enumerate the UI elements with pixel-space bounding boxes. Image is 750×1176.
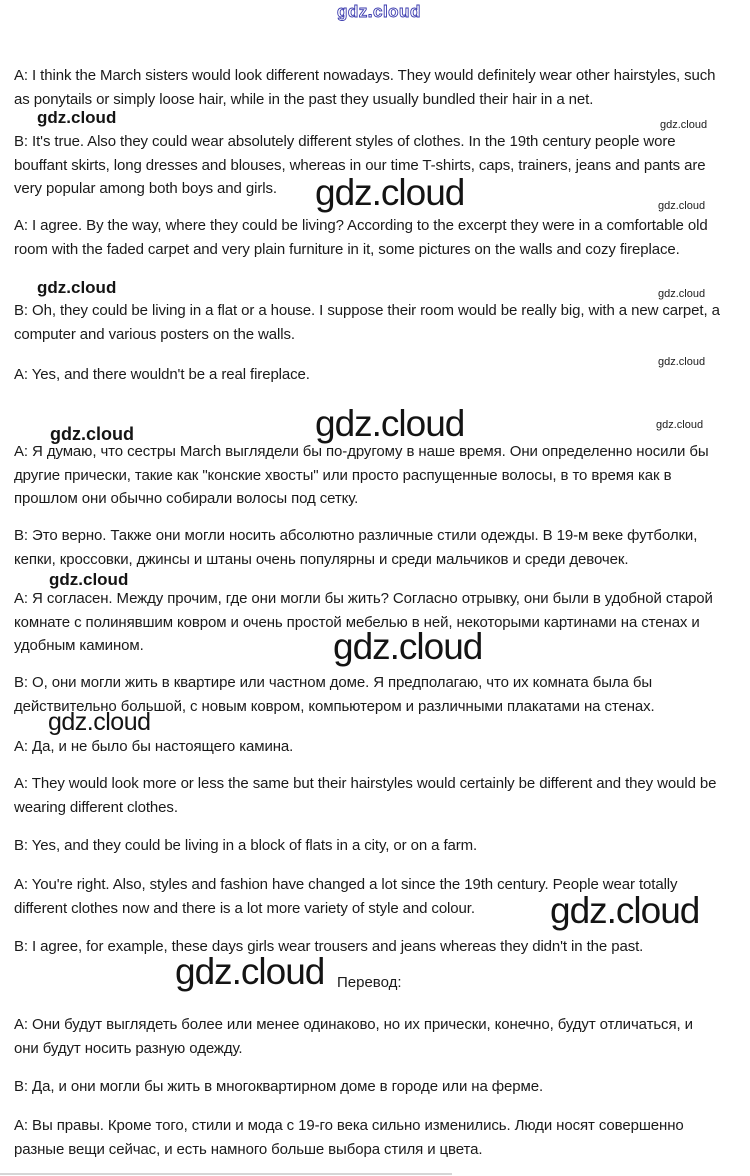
gdz-cloud-watermark: gdz.cloud — [50, 424, 134, 444]
dialogue-paragraph-en-b1: B: It's true. Also they could wear absolutely different styles of clothes. In the 19th century people wore bouffant skirts, long dresses and blouses, whereas in our time T-shirts, caps, trainers, jeans and pants are very popular among both boys and girls. — [14, 133, 706, 197]
dialogue-paragraph-ru-b2: B: О, они могли жить в квартире или частном доме. Я предполагаю, что их комната была бы действительно большой, с новым ковром, компьютером и различными плакатами на стенах. — [14, 674, 655, 715]
gdz-cloud-watermark: gdz.cloud — [37, 108, 117, 127]
dialogue-paragraph-en-b3: B: Yes, and they could be living in a block of flats in a city, or on a farm. — [14, 837, 478, 854]
gdz-cloud-watermark: gdz.cloud — [315, 403, 465, 444]
dialogue-paragraph-ru-a4: A: Они будут выглядеть более или менее одинаково, но их прически, конечно, будут отличаться, и они будут носить разную одежду. — [14, 1016, 693, 1057]
gdz-cloud-watermark: gdz.cloud — [48, 708, 151, 736]
gdz-cloud-watermark-outline: gdz.cloud — [337, 2, 421, 21]
gdz-cloud-watermark: gdz.cloud — [550, 890, 700, 931]
gdz-cloud-watermark: gdz.cloud — [37, 278, 117, 297]
dialogue-paragraph-en-a4: A: They would look more or less the same but their hairstyles would certainly be different and they would be wearing different clothes. — [14, 775, 717, 816]
dialogue-paragraph-ru-a2: A: Я согласен. Между прочим, где они могли бы жить? Согласно отрывку, они были в удобной старой комнате с полинявшим ковром и очень простой мебелью в ней, некоторыми картинами на стенах и удобным камином. — [14, 590, 713, 654]
gdz-cloud-watermark: gdz.cloud — [658, 356, 706, 368]
gdz-cloud-watermark: gdz.cloud — [49, 570, 129, 589]
gdz-cloud-watermark: gdz.cloud — [656, 419, 704, 431]
bottom-divider — [0, 1173, 452, 1175]
gdz-cloud-watermark: gdz.cloud — [660, 119, 708, 131]
dialogue-paragraph-en-b2: B: Oh, they could be living in a flat or a house. I suppose their room would be really big, with a new carpet, a computer and various posters on the walls. — [14, 302, 720, 343]
dialogue-paragraph-ru-a1: A: Я думаю, что сестры March выглядели бы по-другому в наше время. Они определенно носили бы другие прически, такие как "конские хвосты" или просто распущенные волосы, в то время как в прошлом они обычно собирали волосы под сетку. — [14, 443, 709, 507]
dialogue-paragraph-en-a2: A: I agree. By the way, where they could be living? According to the excerpt they were in a comfortable old room with the faded carpet and very plain furniture in it, some pictures on the walls and cozy fireplace. — [14, 217, 708, 258]
dialogue-paragraph-en-a3: A: Yes, and there wouldn't be a real fireplace. — [14, 366, 310, 383]
dialogue-paragraph-ru-a3: A: Да, и не было бы настоящего камина. — [14, 738, 294, 755]
gdz-cloud-watermark: gdz.cloud — [658, 200, 706, 212]
gdz-cloud-watermark: gdz.cloud — [315, 172, 465, 213]
dialogue-paragraph-ru-b1: B: Это верно. Также они могли носить абсолютно различные стили одежды. В 19-м веке футболки, кепки, кроссовки, джинсы и штаны очень популярны и среди мальчиков и среди девочек. — [14, 527, 698, 568]
dialogue-paragraph-en-b4: B: I agree, for example, these days girls wear trousers and jeans whereas they didn't in the past. — [14, 938, 644, 955]
gdz-cloud-watermark: gdz.cloud — [658, 288, 706, 300]
dialogue-paragraph-en-a1: A: I think the March sisters would look different nowadays. They would definitely wear other hairstyles, such as ponytails or simply loose hair, while in the past they usually bundled their hair in a net. — [14, 67, 716, 108]
dialogue-paragraph-en-a5: A: You're right. Also, styles and fashion have changed a lot since the 19th century. People wear totally different clothes now and there is a lot more variety of style and colour. — [14, 876, 678, 917]
dialogue-paragraph-ru-b3: B: Да, и они могли бы жить в многоквартирном доме в городе или на ферме. — [14, 1078, 544, 1095]
gdz-cloud-watermark: gdz.cloud — [175, 951, 325, 992]
dialogue-paragraph-ru-a5: A: Вы правы. Кроме того, стили и мода с 19-го века сильно изменились. Люди носят совершенно разные вещи сейчас, и есть намного больше выбора стиля и цвета. — [14, 1117, 684, 1158]
translation-label: Перевод: — [337, 974, 402, 991]
gdz-cloud-watermark: gdz.cloud — [333, 626, 483, 667]
